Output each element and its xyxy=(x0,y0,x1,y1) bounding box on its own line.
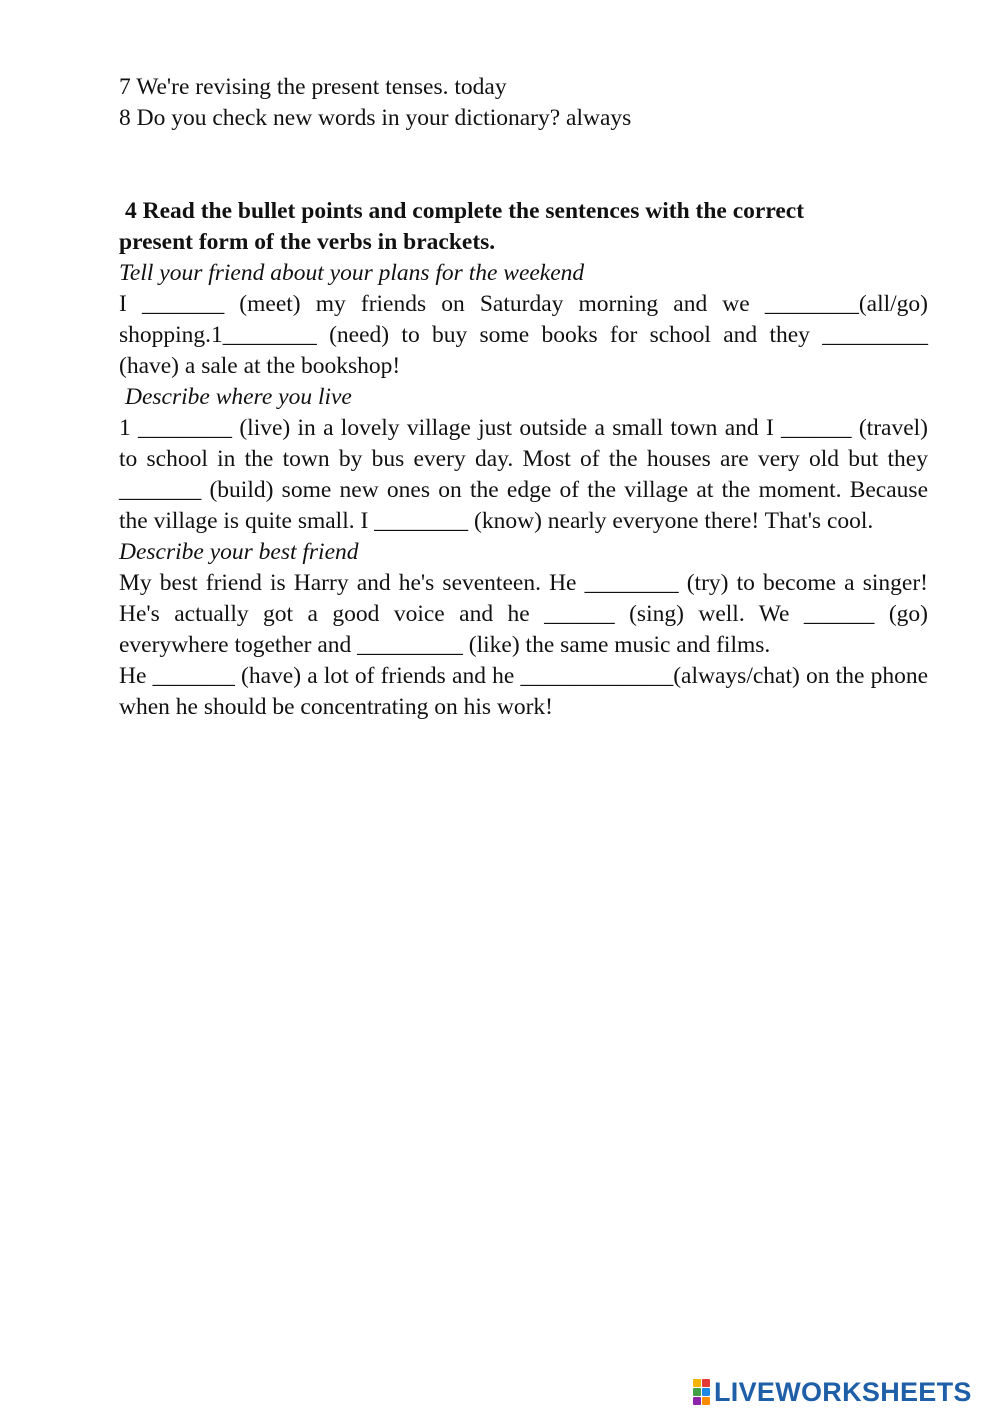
section-title-where-you-live: Describe where you live xyxy=(125,384,352,410)
section-title-weekend: Tell your friend about your plans for the weekend xyxy=(119,260,585,286)
liveworksheets-logo xyxy=(693,1377,972,1407)
spacer xyxy=(119,134,928,196)
exercise-heading-continued: present form of the verbs in brackets. xyxy=(119,229,496,255)
logo-text: LIVEWORKSHEETS xyxy=(714,1377,972,1407)
section-title-best-friend: Describe your best friend xyxy=(119,539,359,565)
section-text-best-friend-2: He _______ (have) a lot of friends and he _____________(always/chat) on the phone when he should be concentrating on his work! xyxy=(119,663,928,720)
item-7: 7 We're revising the present tenses. today xyxy=(119,74,507,100)
exercise-heading: 4 Read the bullet points and complete the sentences with the correct xyxy=(125,198,805,224)
section-text-weekend: I _______ (meet) my friends on Saturday morning and we ________(all/go) shopping.1________ (need) to buy some books for school and they _________ (have) a sale at the bookshop! xyxy=(119,291,928,379)
item-8: 8 Do you check new words in your dictionary? always xyxy=(119,105,632,131)
liveworksheets-logo-icon xyxy=(693,1379,711,1405)
section-text-best-friend: My best friend is Harry and he's seventeen. He ________ (try) to become a singer! He's actually got a good voice and he ______ (sing) well. We ______ (go) everywhere together and _________ (like) the same music and films. xyxy=(119,570,928,658)
worksheet-content xyxy=(119,72,928,723)
section-text-where-you-live: 1 ________ (live) in a lovely village just outside a small town and I ______ (travel) to school in the town by bus every day. Most of the houses are very old but they _______ (build) some new ones on the edge of the village at the moment. Because the village is quite small. I ________ (know) nearly everyone there! That's cool. xyxy=(119,415,928,534)
